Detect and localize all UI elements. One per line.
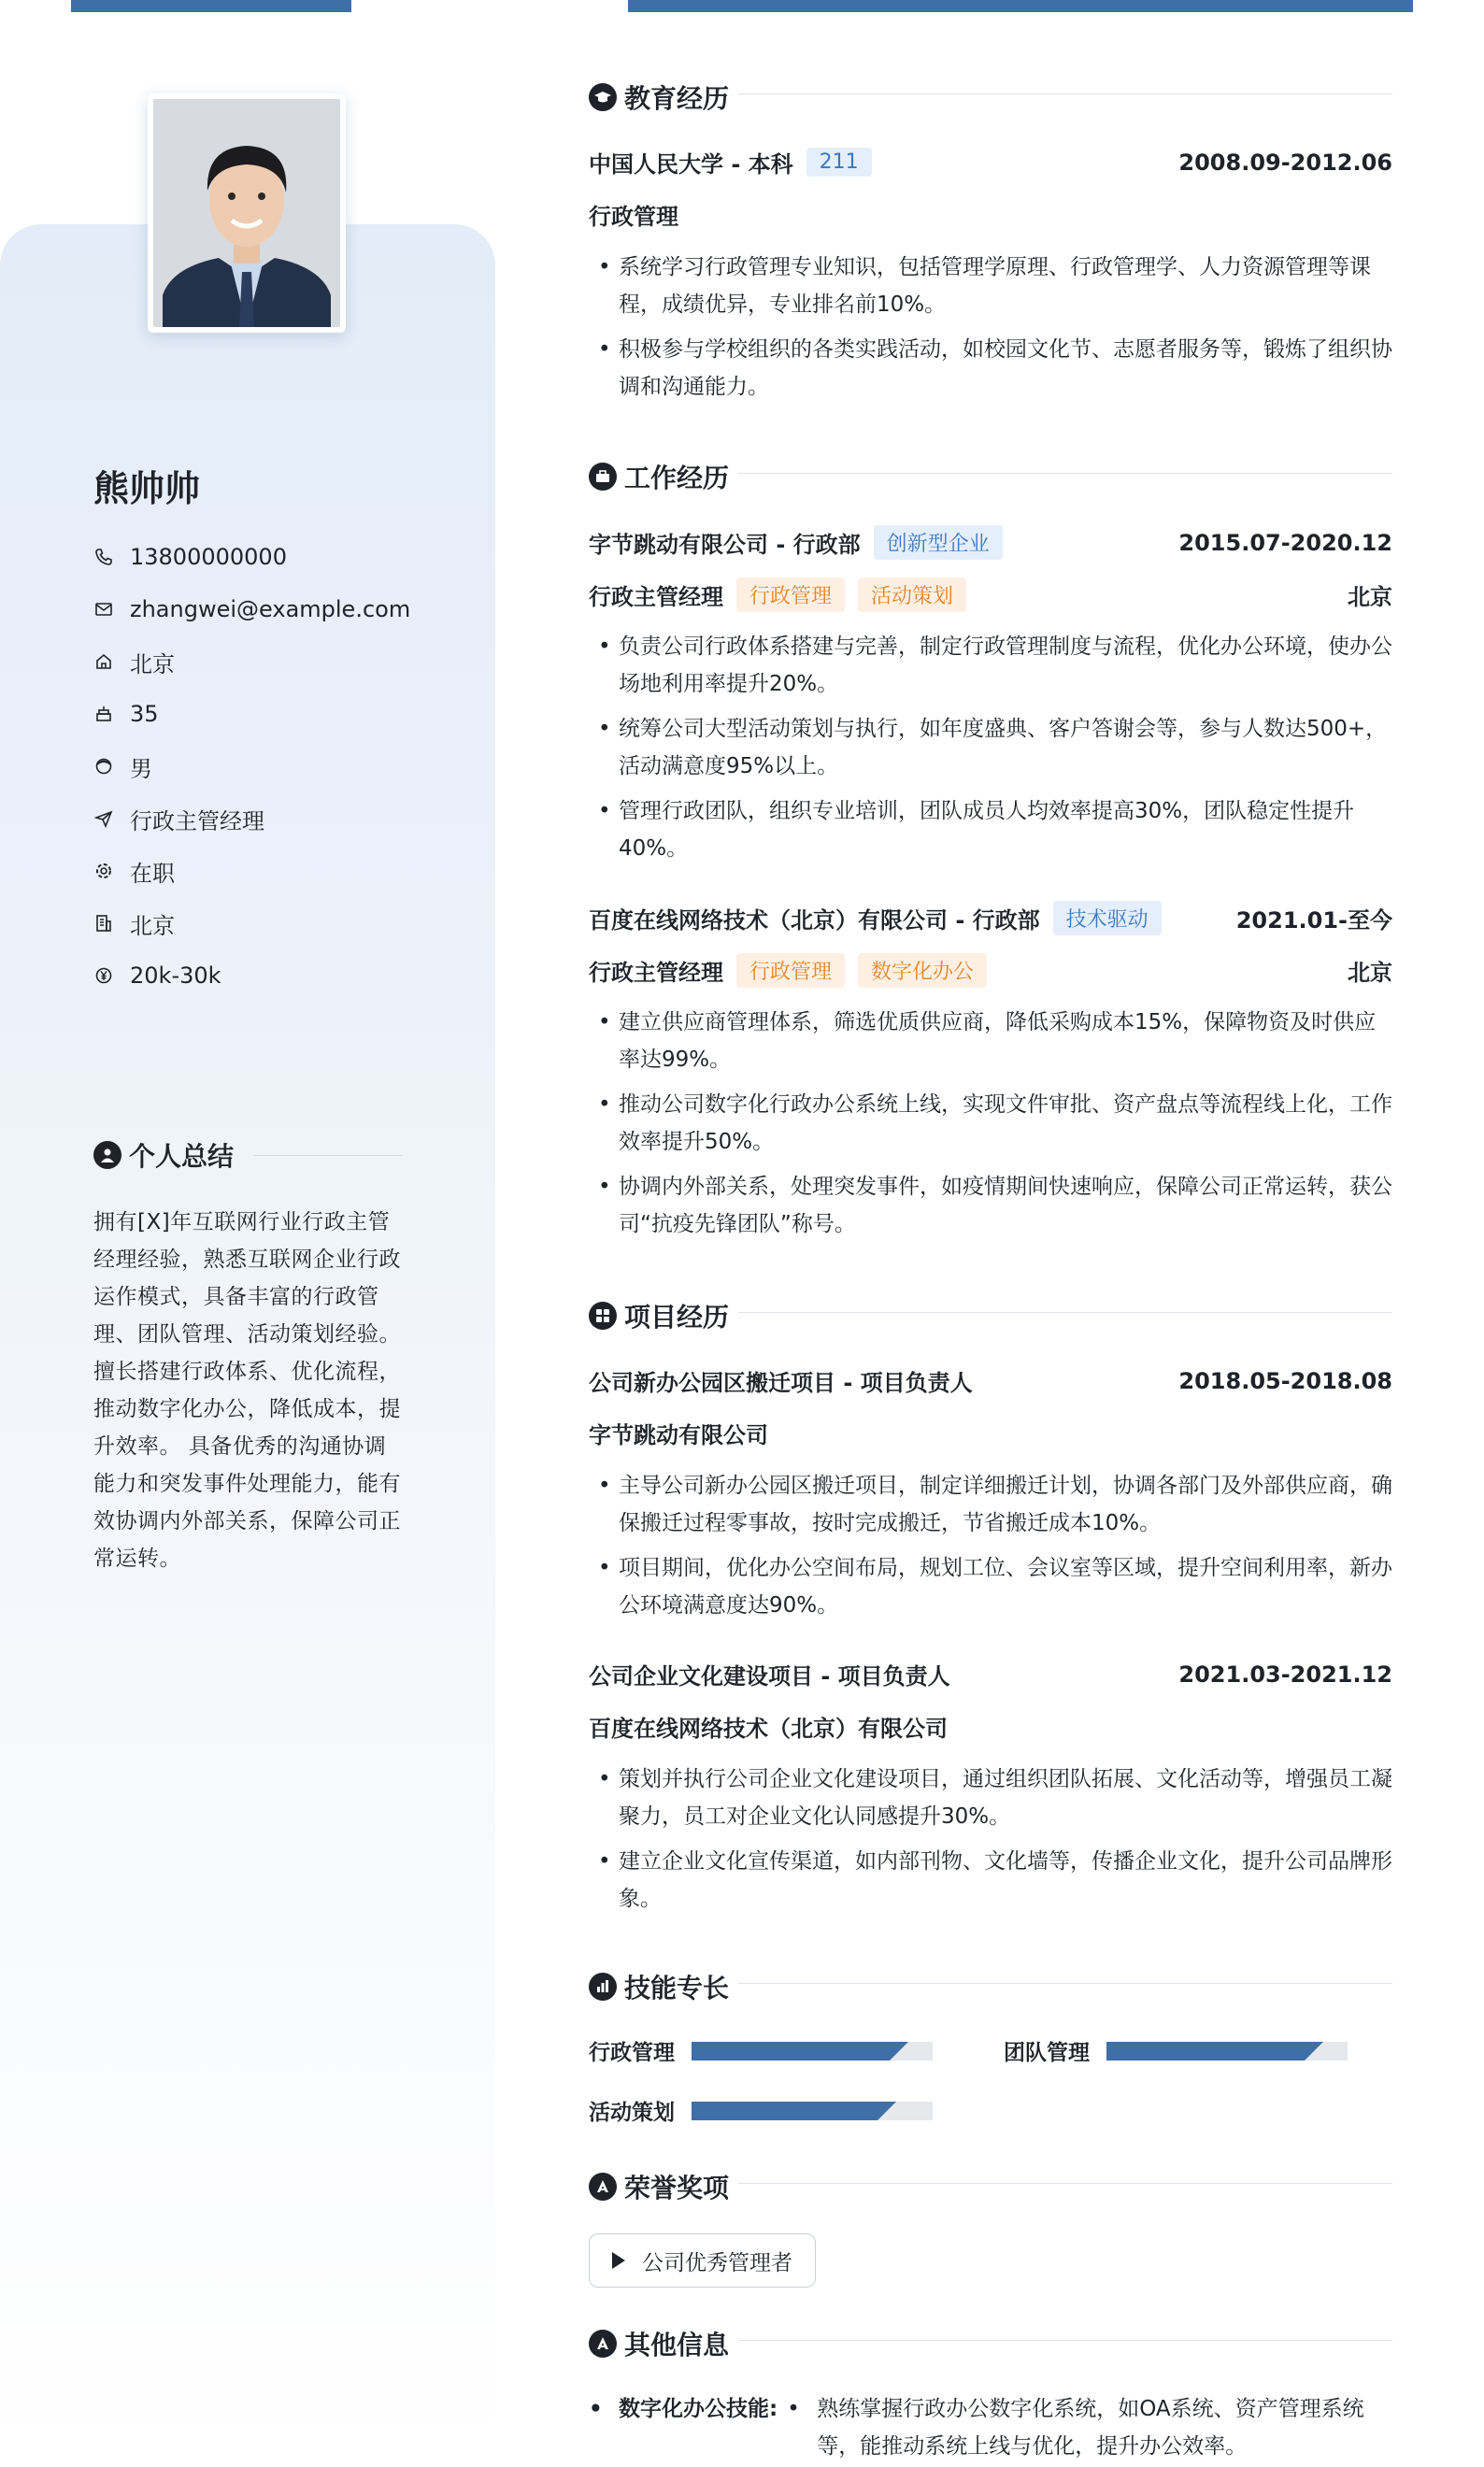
projects-heading — [589, 1297, 729, 1334]
summary-title: 个人总结 — [129, 1141, 235, 1172]
other-text: • 熟练掌握行政办公数字化系统，如OA系统、资产管理系统等，能推动系统上线与优化，提升办公效率。 — [787, 2390, 1392, 2465]
job-company-tag: 技术驱动 — [1053, 901, 1162, 935]
job-city: 北京 — [1348, 584, 1392, 610]
summary-heading — [93, 1136, 234, 1174]
status-item — [93, 845, 410, 897]
skill-name: 团队管理 — [1004, 2041, 1090, 2065]
skills-divider — [738, 1983, 1392, 1984]
project-header — [589, 1364, 1392, 1397]
job-skill-tag: 行政管理 — [736, 953, 845, 988]
job-bullet: • 推动公司数字化行政办公系统上线，实现文件审批、资产盘点等流程线上化，工作效率提升50%。 — [589, 1086, 1392, 1161]
top-accent-bar-left — [71, 0, 351, 12]
skill-bar-fill — [692, 2042, 890, 2061]
education-bullet: • 积极参与学校组织的各类实践活动，如校园文化节、志愿者服务等，锻炼了组织协调和沟通能力。 — [589, 331, 1392, 406]
education-date: 2008.09-2012.06 — [1178, 149, 1392, 176]
job-city: 北京 — [1348, 960, 1392, 986]
email-item — [93, 583, 410, 635]
job-bullet: • 负责公司行政体系搭建与完善，制定行政管理制度与流程，优化办公环境，使办公场地利用率提升20%。 — [589, 628, 1392, 703]
skill-name: 活动策划 — [589, 2101, 675, 2125]
job-date: 2021.01-至今 — [1235, 907, 1392, 934]
salary-item — [93, 949, 410, 1002]
city-item — [93, 897, 410, 949]
building-icon — [93, 913, 114, 934]
phone-text: 13800000000 — [130, 544, 287, 570]
job-role: 行政主管经理 — [589, 960, 723, 986]
other-label: • 数字化办公技能: — [589, 2390, 778, 2465]
phone-item — [93, 531, 410, 583]
education-bullet: • 系统学习行政管理专业知识，包括管理学原理、行政管理学、人力资源管理等课程，成绩优异，专业排名前10%。 — [589, 249, 1392, 323]
award-text: 公司优秀管理者 — [642, 2250, 792, 2275]
summary-text: 拥有[X]年互联网行业行政主管经理经验，熟悉互联网企业行政运作模式，具备丰富的行政管理、团队管理、活动策划经验。 擅长搭建行政体系、优化流程，推动数字化办公，降低成本，提升效率。 具备优秀的沟通协调能力和突发事件处理能力，能有效协调内外部关系，保障公司正常运转。 — [93, 1210, 401, 1571]
awards-title: 荣誉奖项 — [624, 2173, 730, 2203]
job-company-tag: 创新型企业 — [874, 525, 1003, 560]
project-name: 公司新办公园区搬迁项目 - 项目负责人 — [589, 1370, 973, 1396]
project-bullet: • 项目期间，优化办公空间布局，规划工位、会议室等区域，提升空间利用率，新办公环境满意度达90%。 — [589, 1549, 1392, 1624]
skill-item — [589, 2035, 933, 2066]
summary-divider — [254, 1155, 402, 1156]
projects-title: 项目经历 — [624, 1302, 730, 1333]
skills-heading — [589, 1968, 729, 2005]
contact-info — [93, 531, 410, 1002]
status-icon — [93, 861, 114, 881]
award-icon — [589, 2330, 617, 2358]
phone-icon — [93, 547, 114, 567]
education-divider — [738, 93, 1392, 94]
project-company-row — [589, 1710, 1392, 1743]
other-title: 其他信息 — [624, 2330, 730, 2360]
skills-title: 技能专长 — [624, 1973, 730, 2004]
job-header — [589, 525, 1392, 560]
job-bullet: • 统筹公司大型活动策划与执行，如年度盛典、客户答谢会等，参与人数达500+，活动满意度95%以上。 — [589, 710, 1392, 785]
work-title: 工作经历 — [624, 463, 730, 493]
send-icon — [93, 808, 114, 829]
project-company-row — [589, 1417, 1392, 1449]
education-major: 行政管理 — [589, 204, 678, 230]
candidate-name: 熊帅帅 — [93, 468, 201, 509]
project-date: 2018.05-2018.08 — [1178, 1367, 1392, 1394]
education-heading — [589, 78, 729, 116]
city-text: 北京 — [130, 912, 175, 939]
status-text: 在职 — [130, 860, 175, 887]
job-skill-tag: 行政管理 — [736, 578, 845, 612]
location-item — [93, 635, 410, 688]
job-role-row — [589, 578, 1392, 612]
skill-name: 行政管理 — [589, 2041, 675, 2065]
salary-text: 20k-30k — [130, 963, 221, 989]
position-text: 行政主管经理 — [130, 807, 264, 834]
top-accent-bar-right — [628, 0, 1413, 12]
avatar — [148, 93, 346, 333]
project-bullet: • 主导公司新办公园区搬迁项目，制定详细搬迁计划，协调各部门及外部供应商，确保搬迁过程零事故，按时完成搬迁，节省搬迁成本10%。 — [589, 1467, 1392, 1542]
school-name: 中国人民大学 - 本科 — [589, 151, 793, 178]
skill-bar — [1106, 2042, 1348, 2061]
position-item — [93, 792, 410, 845]
job-date: 2015.07-2020.12 — [1178, 529, 1392, 556]
grid-icon — [589, 1302, 617, 1330]
project-header — [589, 1658, 1392, 1690]
work-divider — [738, 473, 1392, 474]
age-item — [93, 688, 410, 740]
work-heading — [589, 458, 729, 495]
project-company: 百度在线网络技术（北京）有限公司 — [589, 1716, 948, 1742]
skill-item — [589, 2095, 933, 2126]
school-tag: 211 — [806, 148, 872, 177]
home-icon — [93, 651, 114, 672]
job-role: 行政主管经理 — [589, 584, 723, 610]
cake-icon — [93, 704, 114, 724]
skill-bar — [692, 2102, 933, 2120]
project-company: 字节跳动有限公司 — [589, 1422, 768, 1448]
skill-bar-fill — [1106, 2042, 1305, 2061]
job-company: 字节跳动有限公司 - 行政部 — [589, 532, 861, 558]
education-entry-header — [589, 146, 1392, 178]
skill-bar-fill — [692, 2102, 878, 2120]
project-bullet: • 策划并执行公司企业文化建设项目，通过组织团队拓展、文化活动等，增强员工凝聚力，员工对企业文化认同感提升30%。 — [589, 1761, 1392, 1835]
job-bullet: • 协调内外部关系，处理突发事件，如疫情期间快速响应，保障公司正常运转，获公司“抗疫先锋团队”称号。 — [589, 1168, 1392, 1243]
job-role-row — [589, 953, 1392, 988]
job-company: 百度在线网络技术（北京）有限公司 - 行政部 — [589, 907, 1040, 934]
education-title: 教育经历 — [624, 83, 730, 114]
other-divider — [738, 2340, 1392, 2341]
yuan-coin-icon — [93, 965, 114, 986]
job-header — [589, 901, 1392, 935]
mail-icon — [93, 599, 114, 620]
person-face-icon — [93, 756, 114, 777]
skill-bar — [692, 2042, 933, 2061]
gender-item — [93, 740, 410, 792]
projects-divider — [738, 1312, 1392, 1313]
triangle-icon — [612, 2252, 625, 2269]
graduation-cap-icon — [589, 83, 617, 111]
award-icon — [589, 2173, 617, 2201]
job-skill-tag: 数字化办公 — [858, 953, 987, 988]
location-text: 北京 — [130, 650, 175, 677]
user-circle-icon — [93, 1141, 121, 1169]
project-bullet: • 建立企业文化宣传渠道，如内部刊物、文化墙等，传播企业文化，提升公司品牌形象。 — [589, 1843, 1392, 1918]
other-item — [589, 2390, 1392, 2465]
profile-photo — [153, 99, 340, 327]
project-name: 公司企业文化建设项目 - 项目负责人 — [589, 1663, 950, 1690]
education-major-row — [589, 198, 1392, 231]
awards-divider — [738, 2183, 1392, 2184]
age-text: 35 — [130, 701, 159, 727]
project-date: 2021.03-2021.12 — [1178, 1661, 1392, 1688]
job-skill-tag: 活动策划 — [858, 578, 966, 612]
job-bullet: • 管理行政团队，组织专业培训，团队成员人均效率提高30%，团队稳定性提升40%。 — [589, 792, 1392, 867]
award-item — [589, 2233, 816, 2288]
gender-text: 男 — [130, 755, 152, 782]
job-bullet: • 建立供应商管理体系，筛选优质供应商，降低采购成本15%，保障物资及时供应率达99%。 — [589, 1004, 1392, 1078]
awards-heading — [589, 2168, 729, 2205]
briefcase-icon — [589, 463, 617, 491]
skill-item — [1004, 2035, 1348, 2066]
email-text: zhangwei@example.com — [130, 596, 411, 622]
bar-chart-icon — [589, 1973, 617, 2001]
other-heading — [589, 2325, 729, 2362]
